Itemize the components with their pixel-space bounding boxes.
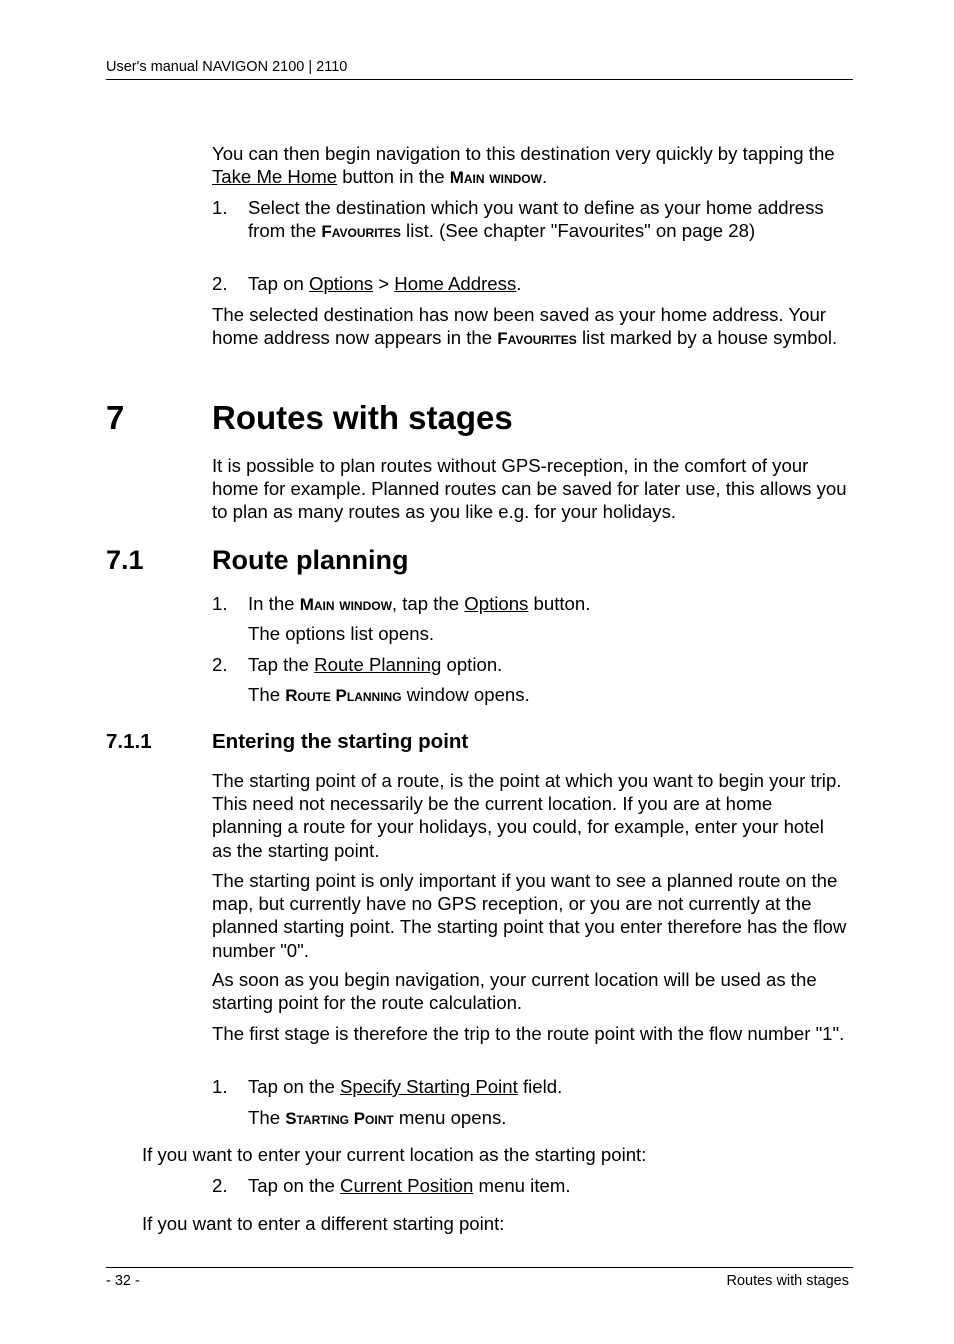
main-window-term: Main window [449, 168, 542, 188]
starting-point-term: Starting Point [285, 1109, 394, 1128]
favourites-term: Favourites [321, 222, 401, 242]
home-address-link[interactable]: Home Address [394, 273, 517, 294]
header-title: User's manual NAVIGON 2100 | 2110 [106, 59, 348, 75]
main-window-term: Main window [299, 595, 392, 614]
options-link[interactable]: Options [309, 273, 374, 294]
starting-point-step-1-note: The Starting Point menu opens. [248, 1107, 507, 1128]
specify-starting-point-link[interactable]: Specify Starting Point [340, 1076, 518, 1097]
section-7-paragraph: It is possible to plan routes without GPS-reception, in the comfort of your home for example. Planned routes can be saved for later use, this allows you to plan as many routes as you like e.g. for your holidays. [212, 455, 847, 523]
intro-paragraph-2: The selected destination has now been saved as your home address. Your home address now appears in the Favourites list marked by a house symbol. [212, 304, 838, 349]
intro-paragraph-1: You can then begin navigation to this destination very quickly by tapping the Take Me Home button in the Main window. [212, 143, 835, 188]
favourites-term: Favourites [497, 329, 577, 349]
condition-current-location: If you want to enter your current location as the starting point: [142, 1144, 647, 1165]
running-header [106, 57, 853, 80]
condition-different-point: If you want to enter a different starting point: [142, 1213, 505, 1234]
current-position-link[interactable]: Current Position [340, 1175, 474, 1196]
starting-point-paragraph-3: As soon as you begin navigation, your current location will be used as the starting point for the route calculation. [212, 969, 817, 1014]
starting-point-paragraph-2: The starting point is only important if you want to see a planned route on the map, but currently have no GPS reception, or you are not currently at the planned starting point. The starting point that you enter therefore has the flow number "0". [212, 870, 847, 961]
starting-point-paragraph-1: The starting point of a route, is the point at which you want to begin your trip. This need not necessarily be the current location. If you are at home planning a route for your holidays, you could, for example, enter your hotel as the starting point. [212, 770, 842, 861]
footer-section-title: Routes with stages [726, 1273, 849, 1289]
page-number: - 32 - [106, 1273, 140, 1289]
take-me-home-link[interactable]: Take Me Home [212, 166, 338, 188]
options-link[interactable]: Options [464, 593, 529, 614]
route-planning-step-2-note: The Route Planning window opens. [248, 684, 530, 705]
starting-point-paragraph-4: The first stage is therefore the trip to the route point with the flow number "1". [212, 1023, 845, 1044]
route-planning-term: Route Planning [285, 686, 402, 705]
running-footer [106, 1267, 853, 1291]
route-planning-step-1-note: The options list opens. [248, 623, 435, 644]
route-planning-link[interactable]: Route Planning [314, 654, 442, 675]
